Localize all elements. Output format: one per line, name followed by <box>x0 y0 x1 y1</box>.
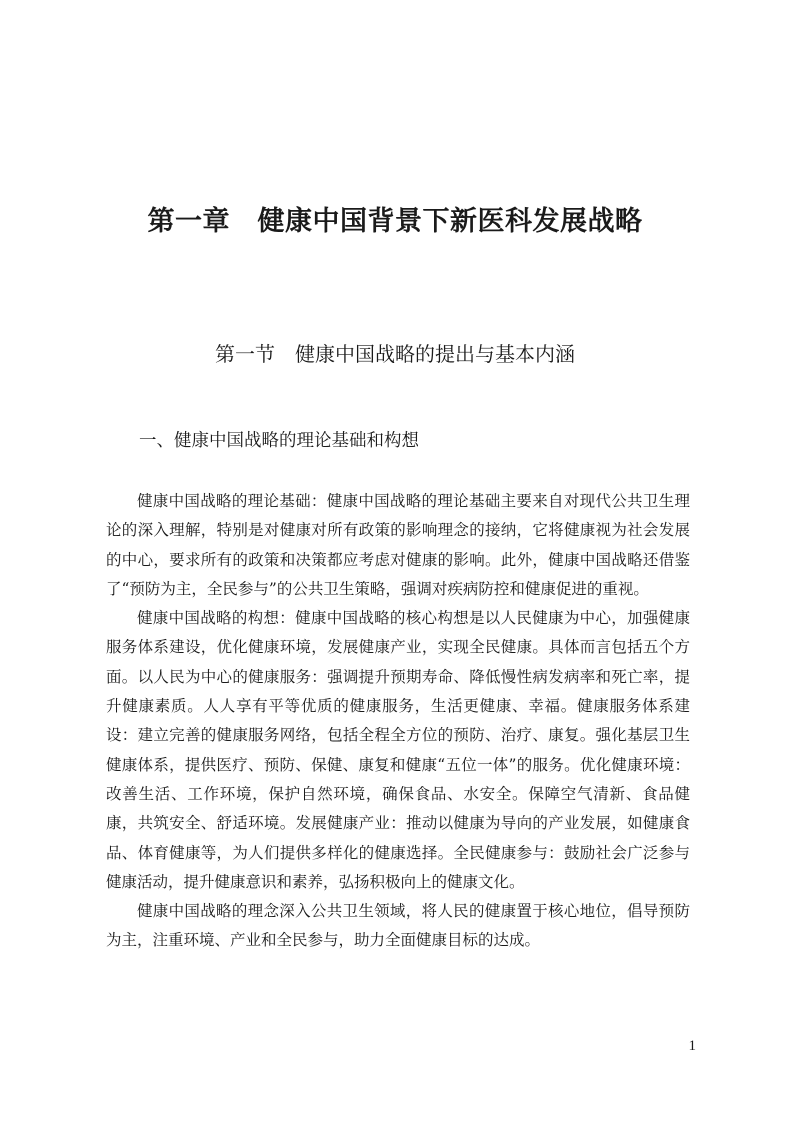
section-title: 第一节 健康中国战略的提出与基本内涵 <box>215 342 575 366</box>
subsection-title: 一、健康中国战略的理论基础和构想 <box>139 431 419 451</box>
page-number: 1 <box>688 1038 696 1054</box>
body-text <box>106 487 690 956</box>
paragraph-summary: 健康中国战略的理念深入公共卫生领域，将人民的健康置于核心地位，倡导预防为主，注重环境、产业和全民参与，助力全面健康目标的达成。 <box>106 902 690 950</box>
paragraph-strategic-vision: 健康中国战略的构想：健康中国战略的核心构想是以人民健康为中心，加强健康服务体系建设，优化健康环境，发展健康产业，实现全民健康。具体而言包括五个方面。以人民为中心的健康服务：强调提升预期寿命、降低慢性病发病率和死亡率，提升健康素质。人人享有平等优质的健康服务，生活更健康、幸福。健康服务体系建设：建立完善的健康服务网络，包括全程全方位的预防、治疗、康复。强化基层卫生健康体系，提供医疗、预防、保健、康复和健康“五位一体”的服务。优化健康环境：改善生活、工作环境，保护自然环境，确保食品、水安全。保障空气清新、食品健康，共筑安全、舒适环境。发展健康产业：推动以健康为导向的产业发展，如健康食品、体育健康等，为人们提供多样化的健康选择。全民健康参与：鼓励社会广泛参与健康活动，提升健康意识和素养，弘扬积极向上的健康文化。 <box>106 609 690 891</box>
chapter-title: 第一章 健康中国背景下新医科发展战略 <box>147 206 643 237</box>
paragraph-theoretical-basis: 健康中国战略的理论基础：健康中国战略的理论基础主要来自对现代公共卫生理论的深入理解，特别是对健康对所有政策的影响理念的接纳，它将健康视为社会发展的中心，要求所有的政策和决策都应考虑对健康的影响。此外，健康中国战略还借鉴了“预防为主，全民参与”的公共卫生策略，强调对疾病防控和健康促进的重视。 <box>106 492 690 598</box>
